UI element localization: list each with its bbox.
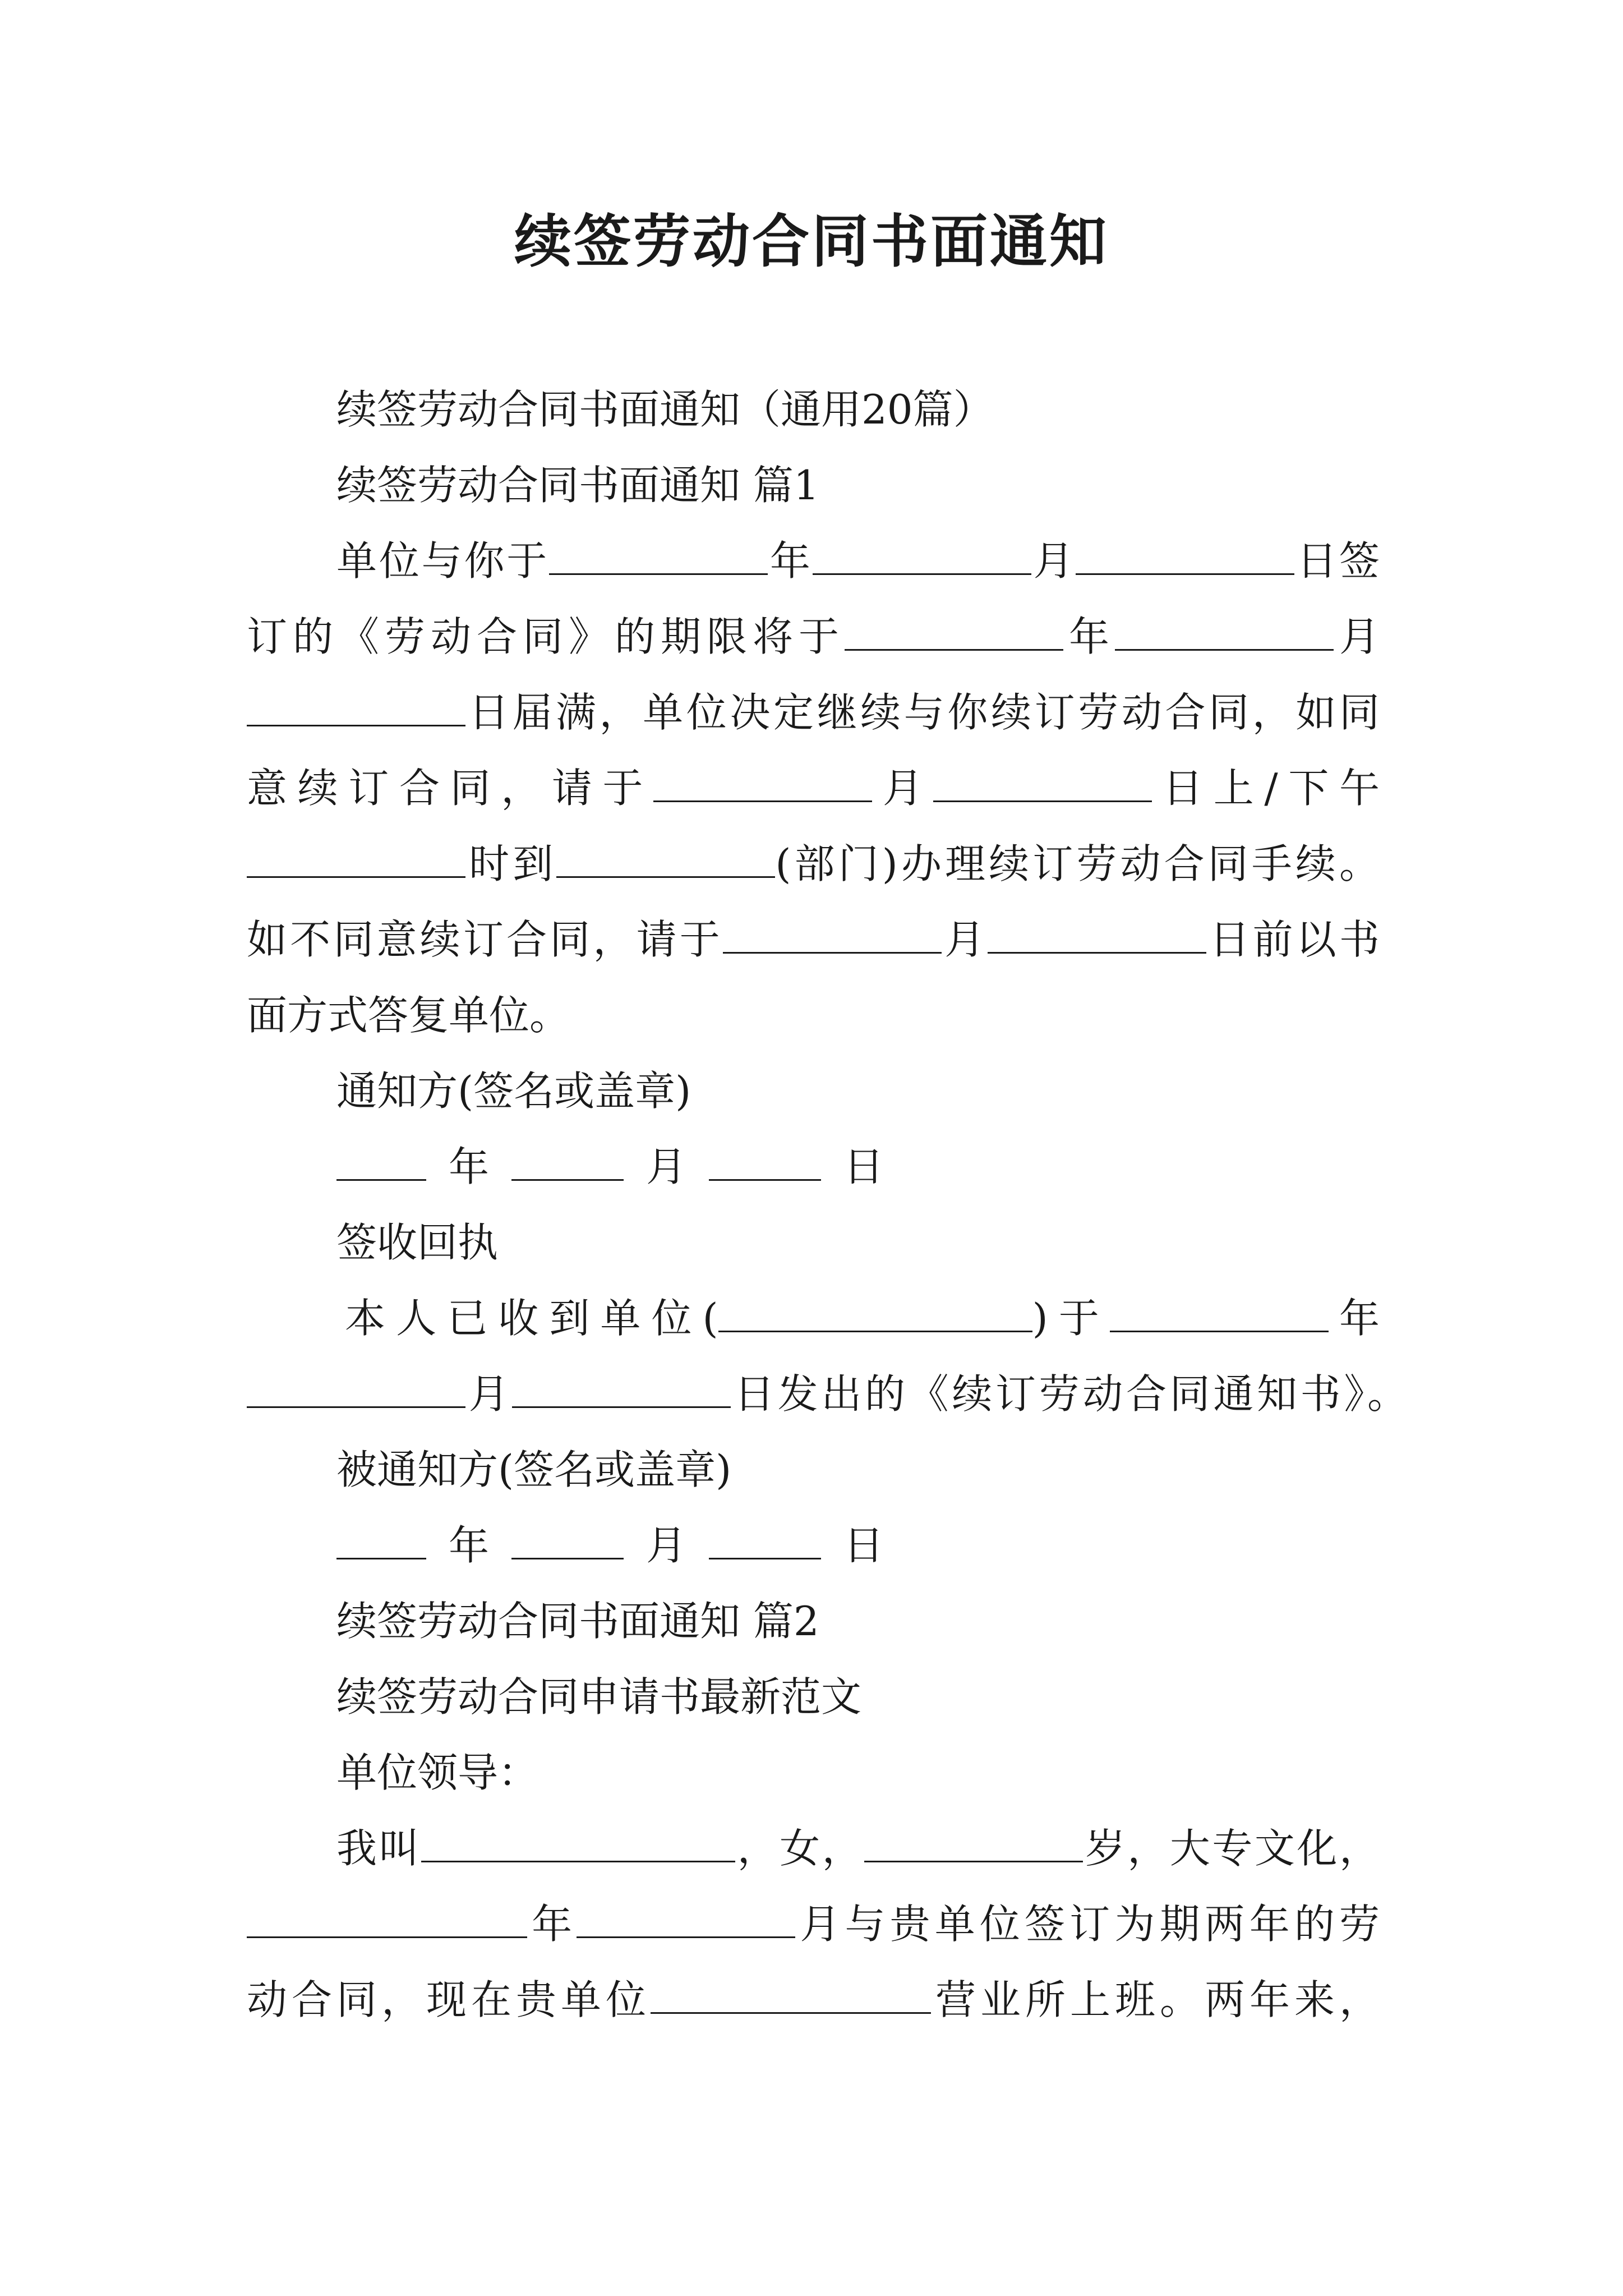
text-segment: 意续订合同，请于 [247,765,654,812]
text-segment: 年 [768,537,813,585]
paragraph-line [336,1820,1380,1876]
notified-signature-label: 被通知方(签名或盖章) [336,1446,732,1493]
blank-field [845,610,1063,651]
month-label: 月 [646,1143,687,1190]
paragraph-line [247,684,1380,740]
text-segment: 营业所上班。两年来， [931,1976,1380,2023]
blank-field [421,1821,735,1862]
blank-field [1076,534,1294,575]
salutation: 单位领导： [336,1749,539,1796]
text-segment: 订的《劳动合同》的期限将于 [247,613,845,660]
blank-field [718,1291,1032,1332]
text-segment: ，女， [735,1825,865,1872]
paragraph-line [247,1972,1380,2028]
blank-field [247,1367,465,1408]
paragraph-line: 面方式答复单位。 [247,992,570,1039]
receipt-heading: 签收回执 [336,1219,499,1266]
text-segment: (部门)办理续订劳动合同手续。 [775,840,1380,887]
text-segment: 月 [1031,537,1076,585]
blank-field [709,1140,821,1181]
text-segment: 动合同，现在贵单位 [247,1976,651,2023]
blank-field [1115,610,1334,651]
notifier-signature-label: 通知方(签名或盖章) [336,1068,691,1115]
blank-field [511,1519,624,1559]
text-segment: 年 [1063,613,1115,660]
section-heading-1: 续签劳动合同书面通知 篇1 [336,462,819,509]
section-subheading: 续签劳动合同申请书最新范文 [336,1673,862,1720]
date-line [336,1139,1380,1195]
paragraph-line [247,912,1380,968]
paragraph-line [247,836,1380,892]
text-segment: 月 [872,765,934,812]
day-label: 日 [843,1143,884,1190]
blank-field [653,761,872,802]
month-label: 月 [646,1522,687,1569]
document-title: 续签劳动合同书面通知 [514,208,1109,275]
paragraph-line [247,1366,1408,1422]
blank-field [556,837,775,878]
blank-field [1110,1291,1329,1332]
text-segment: 岁，大专文化， [1083,1825,1380,1872]
blank-field [864,1821,1083,1862]
paragraph-line [247,1896,1380,1952]
blank-field [549,534,768,575]
paragraph-line [247,609,1380,665]
blank-field [709,1519,821,1559]
section-heading-2: 续签劳动合同书面通知 篇2 [336,1598,819,1645]
text-segment: 单位与你于 [336,537,550,585]
blank-field [933,761,1152,802]
text-segment: 我叫 [336,1825,422,1872]
paragraph-line [336,533,1380,589]
blank-field [651,1973,931,2014]
year-label: 年 [449,1143,490,1190]
blank-field [336,1519,426,1559]
text-segment: 如不同意续订合同，请于 [247,916,723,963]
blank-field [988,913,1206,954]
text-segment: 年 [1328,1295,1380,1342]
paragraph-line [247,760,1380,816]
day-label: 日 [843,1522,884,1569]
text-segment: 月 [941,916,988,963]
blank-field [813,534,1031,575]
text-segment: 日上/下午 [1152,765,1380,812]
document-subtitle: 续签劳动合同书面通知（通用20篇） [336,386,994,433]
date-line [336,1517,1380,1573]
text-segment: )于 [1032,1295,1110,1342]
blank-field [247,1897,527,1938]
blank-field [512,1367,731,1408]
text-segment: 日届满，单位决定继续与你续订劳动合同，如同 [465,689,1380,736]
text-segment: 时到 [465,840,557,887]
text-segment: 月与贵单位签订为期两年的劳 [795,1901,1380,1948]
blank-field [247,837,465,878]
year-label: 年 [449,1522,490,1569]
blank-field [577,1897,795,1938]
text-segment: 月 [1333,613,1380,660]
blank-field [723,913,942,954]
blank-field [336,1140,426,1181]
text-segment: 日发出的《续订劳动合同通知书》。 [731,1370,1408,1418]
text-segment: 年 [527,1901,577,1948]
blank-field [247,685,465,726]
text-segment: 月 [465,1370,513,1418]
text-segment: 本人已收到单位( [345,1295,718,1342]
paragraph-line [345,1290,1380,1346]
text-segment: 日签 [1294,537,1380,585]
text-segment: 日前以书 [1206,916,1380,963]
blank-field [511,1140,624,1181]
